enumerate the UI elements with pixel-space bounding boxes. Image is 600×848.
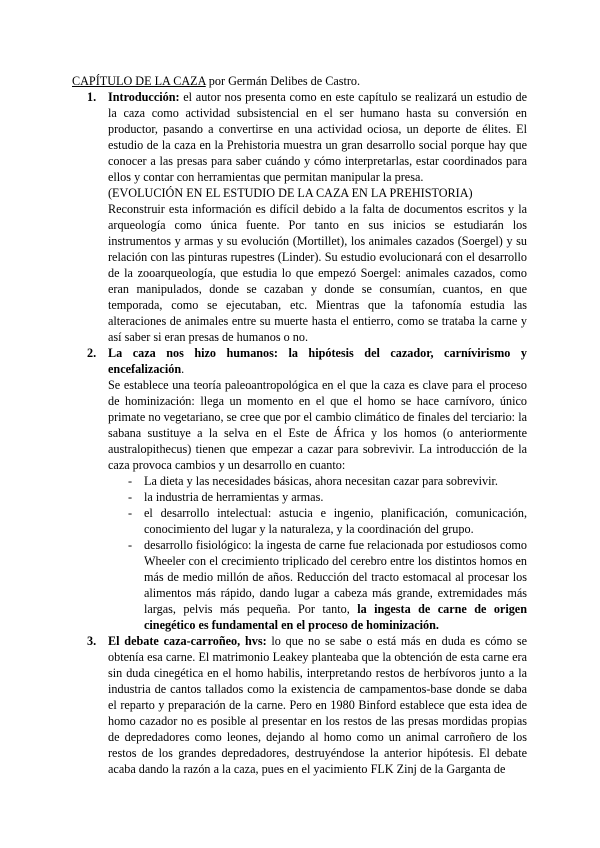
section-2-intro: Se establece una teoría paleoantropológica en el que la caza es clave para el proceso de hominización: llega un momento en el que el homo se hace carnívoro, único primate no vegetariano, se cree que por el cambio climático de finales del terciario: la sabana sustituye a la selva en el Este de África y los homos (o anteriormente australopithecus) tienen que empezar a cazar para sobrevivir. La introducción de la caza provoca cambios y un desarrollo en cuanto: bbox=[108, 378, 527, 472]
section-2 bbox=[87, 345, 527, 633]
list-item-text: La dieta y las necesidades básicas, ahora necesitan cazar para sobrevivir. bbox=[144, 474, 498, 488]
list-item-emphasis: la ingesta de carne de origen cinegético es fundamental en el proceso de hominización. bbox=[144, 602, 527, 632]
bullet-marker: - bbox=[128, 506, 133, 520]
author-line: por Germán Delibes de Castro. bbox=[205, 74, 361, 88]
bullet-marker: - bbox=[128, 490, 133, 504]
list-item-text: la industria de herramientas y armas. bbox=[144, 490, 324, 504]
section-1 bbox=[87, 89, 527, 345]
section-number: 1. bbox=[87, 90, 97, 104]
list-item bbox=[108, 505, 527, 537]
section-3 bbox=[87, 633, 527, 777]
section-number: 2. bbox=[87, 346, 97, 360]
section-2-heading bbox=[108, 345, 527, 377]
section-number: 3. bbox=[87, 634, 97, 648]
section-3-body bbox=[108, 633, 527, 777]
list-item bbox=[108, 537, 527, 633]
list-item bbox=[108, 489, 527, 505]
list-item-text: desarrollo fisiológico: la ingesta de carne fue relacionada por estudiosos como Wheeler con el crecimiento triplicado del cerebro entre los distintos homos en más de medio millón de años. Reducción del tracto estomacal al procesar los alimentos más rápido, dando lugar a cabeza más grande, extremidades más largas, pelvis más pequeña. Por tanto, bbox=[144, 538, 527, 616]
bullet-list bbox=[108, 473, 527, 633]
chapter-title: CAPÍTULO DE LA CAZA bbox=[72, 74, 206, 88]
section-1-intro bbox=[108, 89, 527, 185]
document-title bbox=[72, 73, 360, 89]
section-heading: La caza nos hizo humanos: la hipótesis del cazador, carnívirismo y encefalización bbox=[108, 346, 527, 376]
section-1-body: Reconstruir esta información es difícil debido a la falta de documentos escritos y la arqueología como única fuente. Por tanto en sus inicios se estudiarán los instrumentos y armas y su evolución (Mortillet), los animales cazados (Soergel) y su relación con las pinturas rupestres (Linder). Su estudio evolucionará con el desarrollo de la zooarqueología, que estudia lo que empezó Soergel: animales cazados, como eran manipulados, donde se cazaban y donde se consumían, cuantos, en que temporada, como se ejecutaban, etc. Mientras que la tafonomía estudia las alteraciones de animales entre su muerte hasta el entierro, como se trataba la carne y así saber si eran presas de humanos o no. bbox=[108, 202, 527, 344]
section-heading: Introducción: bbox=[108, 90, 180, 104]
bullet-marker: - bbox=[128, 474, 133, 488]
list-item bbox=[108, 473, 527, 489]
list-item-text: el desarrollo intelectual: astucia e ingenio, planificación, comunicación, conocimiento del lugar y la naturaleza, y la coordinación del grupo. bbox=[144, 506, 527, 536]
section-text: el autor nos presenta como en este capítulo se realizará un estudio de la caza como actividad subsistencial en el ser humano hasta su conversión en productor, pasando a convertirse en una actividad ociosa, un deporte de élites. El estudio de la caza en la Prehistoria muestra un gran desarrollo social porque hay que conocer a las presas para saber cuándo y cómo interpretarlas, estar coordinados para ellos y contar con herramientas que permitan manipular la presa. bbox=[108, 90, 527, 184]
bullet-marker: - bbox=[128, 538, 133, 552]
section-subheading: (EVOLUCIÓN EN EL ESTUDIO DE LA CAZA EN LA PREHISTORIA) bbox=[108, 186, 473, 200]
section-heading: El debate caza-carroñeo, hvs: bbox=[108, 634, 267, 648]
section-heading-end: . bbox=[181, 362, 185, 376]
section-text: lo que no se sabe o está más en duda es cómo se obtenía esa carne. El matrimonio Leakey planteaba que la obtención de esta carne era sin duda cinegética en el homo habilis, interpretando restos de herbívoros junto a la industria de cantos tallados como la existencia de campamentos-base donde se daba el reparto y preparación de la carne. Pero en 1980 Binford establece que esta idea de homo cazador no es posible al presentar en los restos de las presas mordidas propias de depredadores como leones, dejando al homo como un animal carroñero de los restos de los grandes depredadores, destruyéndose la anterior hipótesis. El debate acaba dando la razón a la caza, pues en el yacimiento FLK Zinj de la Garganta de bbox=[108, 634, 527, 776]
